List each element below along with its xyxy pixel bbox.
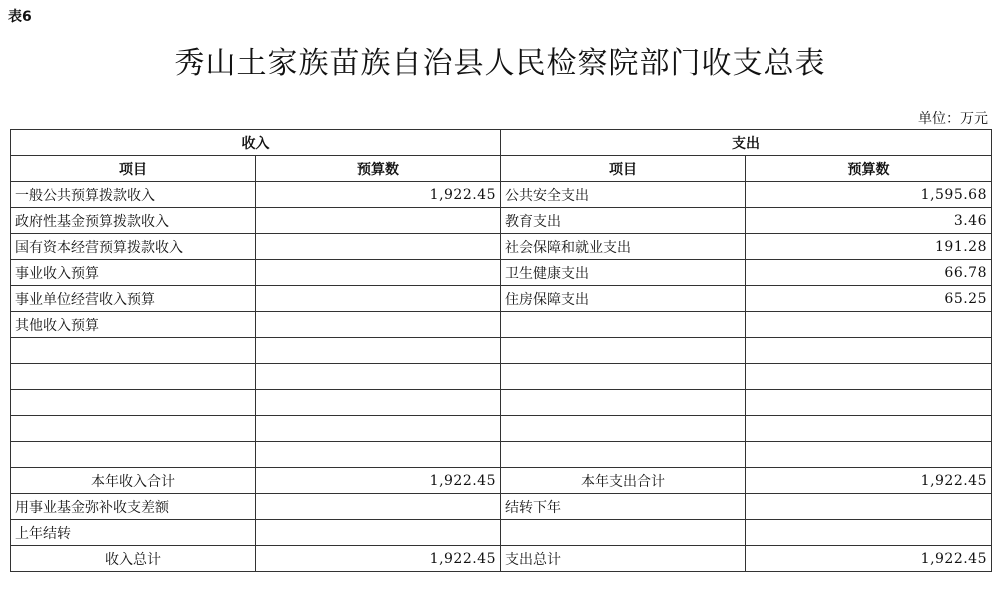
expense-value: 65.25 [746,286,992,312]
last-year-label: 上年结转 [11,520,256,546]
carry-next-value [746,494,992,520]
income-item: 政府性基金预算拨款收入 [11,208,256,234]
table-row [11,416,992,442]
grand-total-row [11,546,992,572]
expense-grand-total-label: 支出总计 [501,546,746,572]
expense-item [501,364,746,390]
expense-value: 191.28 [746,234,992,260]
expense-item [501,312,746,338]
income-value [256,416,501,442]
expense-item: 社会保障和就业支出 [501,234,746,260]
income-value [256,312,501,338]
expense-item [501,338,746,364]
last-year-value [256,520,501,546]
income-value [256,286,501,312]
expense-value [746,338,992,364]
income-item: 其他收入预算 [11,312,256,338]
table-row [11,338,992,364]
year-income-total-label: 本年收入合计 [11,468,256,494]
empty-cell [746,520,992,546]
expense-item [501,442,746,468]
expense-value [746,312,992,338]
income-grand-total-label: 收入总计 [11,546,256,572]
table-body [11,130,992,572]
income-item [11,338,256,364]
table-row [11,442,992,468]
table-row [11,260,992,286]
income-value [256,364,501,390]
income-item-header: 项目 [11,156,256,182]
section-header-row [11,130,992,156]
page-title: 秀山土家族苗族自治县人民检察院部门收支总表 [174,46,826,81]
income-item [11,390,256,416]
income-item: 国有资本经营预算拨款收入 [11,234,256,260]
year-total-row [11,468,992,494]
expense-value: 3.46 [746,208,992,234]
empty-cell [501,520,746,546]
income-value [256,338,501,364]
income-value [256,260,501,286]
income-item: 事业单位经营收入预算 [11,286,256,312]
column-header-row [11,156,992,182]
expense-value: 1,595.68 [746,182,992,208]
expense-grand-total-value: 1,922.45 [746,546,992,572]
last-year-row [11,520,992,546]
expense-value [746,442,992,468]
year-expense-total-value: 1,922.45 [746,468,992,494]
expense-item-header: 项目 [501,156,746,182]
expense-value: 66.78 [746,260,992,286]
income-item: 一般公共预算拨款收入 [11,182,256,208]
expense-value [746,416,992,442]
table-row [11,364,992,390]
income-grand-total-value: 1,922.45 [256,546,501,572]
table-row [11,390,992,416]
expense-item: 住房保障支出 [501,286,746,312]
fund-label: 用事业基金弥补收支差额 [11,494,256,520]
budget-table [10,129,992,572]
table-row [11,312,992,338]
expense-item: 卫生健康支出 [501,260,746,286]
expense-item [501,390,746,416]
fund-value [256,494,501,520]
table-row [11,208,992,234]
income-item [11,364,256,390]
expense-value [746,364,992,390]
table-row [11,182,992,208]
fund-row [11,494,992,520]
year-income-total-value: 1,922.45 [256,468,501,494]
expense-item: 教育支出 [501,208,746,234]
income-budget-header: 预算数 [256,156,501,182]
income-item [11,442,256,468]
expense-header: 支出 [501,130,992,156]
income-header: 收入 [11,130,501,156]
table-row [11,286,992,312]
income-item: 事业收入预算 [11,260,256,286]
carry-next-label: 结转下年 [501,494,746,520]
expense-item: 公共安全支出 [501,182,746,208]
expense-budget-header: 预算数 [746,156,992,182]
unit-label: 单位：万元 [918,111,988,127]
table-number: 表6 [8,9,32,25]
year-expense-total-label: 本年支出合计 [501,468,746,494]
table-row [11,234,992,260]
income-value: 1,922.45 [256,182,501,208]
income-value [256,234,501,260]
income-value [256,208,501,234]
income-value [256,442,501,468]
income-item [11,416,256,442]
expense-item [501,416,746,442]
expense-value [746,390,992,416]
income-value [256,390,501,416]
